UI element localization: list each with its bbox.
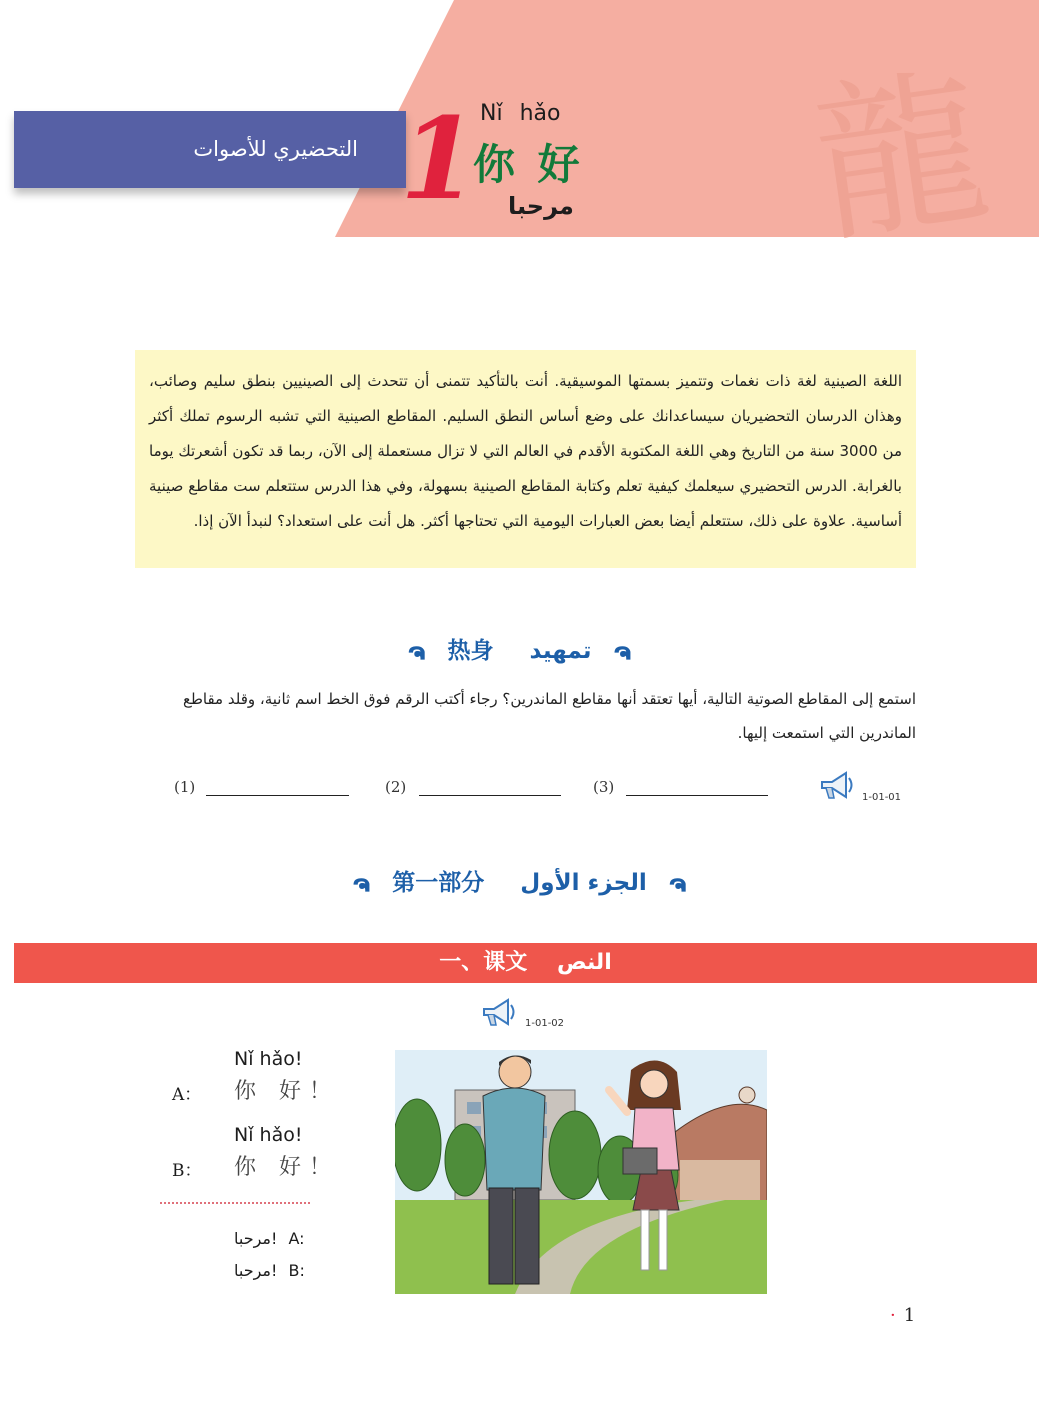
text-section-band [14,943,1037,983]
translation-b [234,1261,305,1280]
blank-label-2: (2) [385,778,407,796]
audio-code: 1-01-01 [862,792,902,803]
part1-heading [0,864,1039,898]
ornament-icon: ຈ [352,869,371,898]
part1-heading-ar: الجزء الأول [520,870,647,896]
calligraphy-watermark: 龍 [803,47,1000,268]
warmup-heading [0,632,1039,666]
ornament-icon: ຈ [668,869,687,898]
translation-a-speaker: A: [288,1229,305,1248]
part1-heading-zh: 第一部分 [392,870,485,896]
dialogue-hanzi-a: 你 好！ [234,1079,339,1104]
translation-b-text: مرحبا! [234,1261,278,1280]
chapter-banner [14,111,406,188]
speaker-a: A： [172,1085,202,1105]
answer-blank-3[interactable] [626,795,768,796]
lesson-title-arabic: مرحبا [508,192,574,220]
answer-blank-1[interactable] [206,795,349,796]
page-number [890,1305,915,1326]
text-band-zh: 一、课文 [439,950,528,975]
translation-b-speaker: B: [288,1261,305,1280]
answer-blank-2[interactable] [419,795,561,796]
lesson-number: 1 [400,94,478,225]
dialogue-hanzi-b: 你 好！ [234,1155,339,1180]
text-band-ar: النص [556,950,612,975]
blank-label-3: (3) [593,778,615,796]
warmup-heading-zh: 热身 [447,638,494,664]
intro-box [135,350,916,568]
audio-speaker-icon[interactable] [480,995,518,1029]
warmup-instruction: استمع إلى المقاطع الصوتية التالية، أيها تعتقد أنها مقاطع الماندرين؟ رجاء أكتب الرقم فوق الخط اسم ثانية، وقلد مقاطع الماندرين التي استمعت إليها. [182,690,916,742]
ornament-icon: ຈ [613,637,632,666]
greeting-illustration [395,1050,767,1294]
audio-speaker-icon[interactable] [818,768,856,802]
page-dot: · [890,1305,896,1326]
intro-paragraph: اللغة الصينية لغة ذات نغمات وتتميز بسمتها الموسيقية. أنت بالتأكيد تتمنى أن تتحدث إلى الصينيين بنطق سليم وصائب، وهذان الدرسان التحضيريان سيساعدانك على وضع أساس النطق السليم. المقاطع الصينية التي تشبه الرسوم تملك أكثر من 3000 سنة من التاريخ وهي اللغة المكتوبة الأقدم في العالم التي لا تزال مستعملة إلى الآن، ربما قد تكون أشعرتك يوما بالغرابة. الدرس التحضيري سيعلمك كيفية تعلم وكتابة المقاطع الصينية بسهولة، وفي هذا الدرس ستتعلم ست مقاطع صينية أساسية. علاوة على ذلك، ستتعلم أيضا بعض العبارات اليومية التي تحتاجها أكثر. هل أنت على استعداد؟ لنبدأ الآن إذا. [149,372,902,530]
ornament-icon: ຈ [407,637,426,666]
audio-code: 1-01-02 [525,1018,565,1029]
warmup-heading-ar: تمهيد [529,638,592,664]
chapter-title: التحضيري للأصوات [193,137,358,161]
lesson-title-hanzi: 你 好 [473,140,584,189]
blank-label-1: (1) [174,778,196,796]
translation-a [234,1229,305,1248]
dialogue-pinyin-b: Nǐ hǎo! [234,1124,303,1146]
speaker-b: B： [172,1161,202,1181]
page-number-value: 1 [903,1305,916,1326]
dotted-divider [160,1202,310,1204]
translation-a-text: مرحبا! [234,1229,278,1248]
lesson-title-pinyin: Nǐ hǎo [480,101,561,126]
dialogue-pinyin-a: Nǐ hǎo! [234,1048,303,1070]
